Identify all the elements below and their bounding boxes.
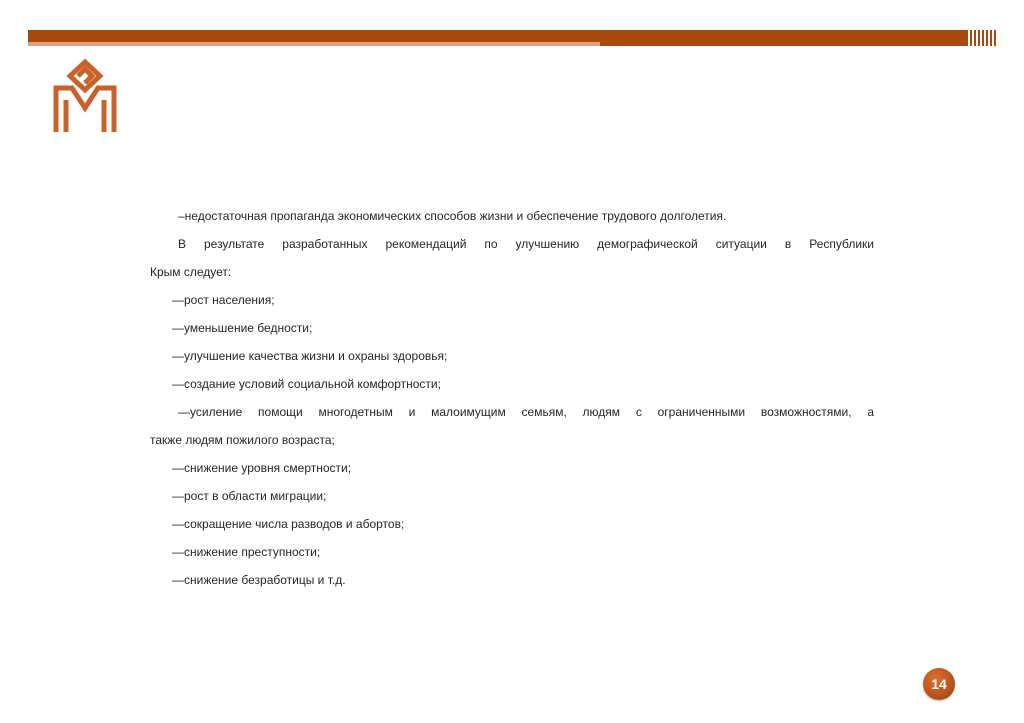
list-item: —сокращение числа разводов и абортов; [172, 517, 405, 531]
list-item-line: также людям пожилого возраста; [150, 433, 335, 447]
list-item: —снижение уровня смертности; [172, 461, 352, 475]
list-item-long [150, 398, 874, 454]
paragraph [150, 230, 874, 286]
top-accent-bar-light [28, 42, 600, 46]
organization-logo-icon [52, 58, 118, 134]
text-line: –недостаточная пропаганда экономических способов жизни и обеспечение трудового долголетия. [178, 209, 727, 223]
list-item-line: —усиление помощи многодетным и малоимущим семьям, людям с ограниченными возможностями, а [178, 405, 874, 419]
slide-content [150, 202, 874, 594]
page-number-badge: 14 [923, 668, 955, 700]
list-item: —снижение преступности; [172, 545, 321, 559]
list-item: —улучшение качества жизни и охраны здоровья; [172, 349, 448, 363]
list-item: —рост в области миграции; [172, 489, 327, 503]
paragraph-line: В результате разработанных рекомендаций по улучшению демографической ситуации в Республики [178, 237, 874, 251]
list-item: —создание условий социальной комфортности; [172, 377, 441, 391]
paragraph-line: Крым следует: [150, 265, 232, 279]
list-item: —рост населения; [172, 293, 275, 307]
top-accent-bar-right [600, 42, 966, 46]
decorative-stripes [966, 30, 998, 46]
top-accent-bar [28, 30, 966, 42]
list-item: —снижение безработицы и т.д. [172, 573, 346, 587]
list-item: —уменьшение бедности; [172, 321, 313, 335]
